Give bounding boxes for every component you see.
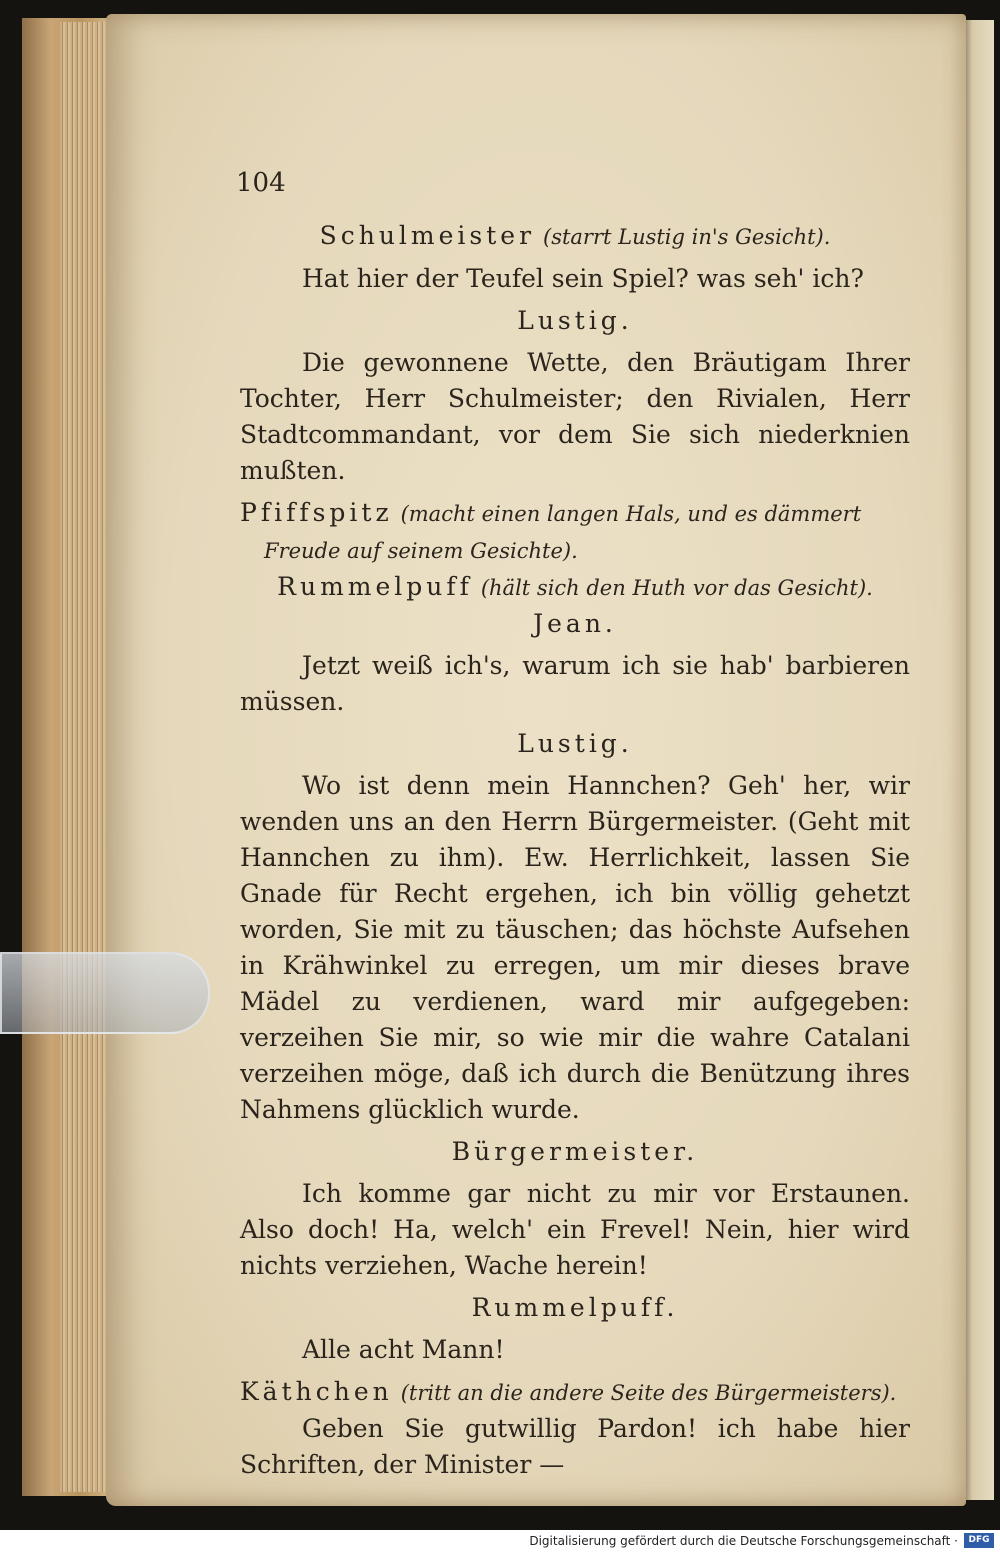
stage-direction-line	[240, 495, 910, 569]
dialogue-line: Die gewonnene Wette, den Bräutigam Ihrer Tochter, Herr Schulmeister; den Rivialen, Herr Stadtcommandant, vor dem Sie sich niederknien mußten.	[240, 348, 910, 485]
speaker-name: Käthchen	[240, 1377, 393, 1406]
stage-direction: (hält sich den Huth vor das Gesicht).	[480, 576, 873, 600]
speaker-heading: Lustig.	[517, 729, 633, 758]
speaker-heading: Jean.	[533, 609, 617, 638]
speaker-name: Schulmeister	[319, 221, 536, 250]
speaker-heading: Lustig.	[517, 306, 633, 335]
footer-bar	[0, 1530, 1000, 1553]
stage-direction: (starrt Lustig in's Gesicht).	[543, 225, 831, 249]
dialogue-line: Wo ist denn mein Hannchen? Geh' her, wir wenden uns an den Herrn Bürgermeister. (Geht mit Hannchen zu ihm). Ew. Herrlichkeit, lassen Sie Gnade für Recht ergehen, ich bin völlig gehetzt worden, Sie mit zu täuschen; das höchste Aufsehen in Krähwinkel zu erregen, um mir dieses brave Mädel zu verdienen, ward mir aufgegeben: verzeihen Sie mir, so wie mir die wahre Catalani verzeihen möge, daß ich durch die Benützung ihres Nahmens glücklich wurde.	[240, 771, 910, 1124]
dialogue-line: Ich komme gar nicht zu mir vor Erstaunen. Also doch! Ha, welch' ein Frevel! Nein, hier wird nichts verziehen, Wache herein!	[240, 1179, 910, 1280]
stage-direction: (tritt an die andere Seite des Bürgermeisters).	[400, 1381, 897, 1405]
stage-direction: (macht einen langen Hals, und es dämmert Freude auf seinem Gesichte).	[264, 502, 862, 563]
speaker-name: Pfiffspitz	[240, 498, 393, 527]
speaker-name: Rummelpuff	[277, 572, 473, 601]
dialogue-line: Alle acht Mann!	[302, 1335, 505, 1364]
speaker-heading: Bürgermeister.	[451, 1137, 699, 1166]
page-holder-clip	[0, 952, 210, 1034]
dialogue-line: Geben Sie gutwillig Pardon! ich habe hier Schriften, der Minister —	[240, 1414, 910, 1479]
dfg-logo-icon: DFG	[964, 1533, 994, 1548]
dialogue-line: Jetzt weiß ich's, warum ich sie hab' barbieren müssen.	[240, 651, 910, 716]
page-number: 104	[236, 168, 286, 198]
page-text	[240, 160, 910, 1483]
stage-direction-line	[240, 1374, 910, 1411]
stage-direction-line	[240, 218, 910, 255]
dialogue-line: Hat hier der Teufel sein Spiel? was seh' ich?	[302, 264, 864, 293]
footer-credit: Digitalisierung gefördert durch die Deutsche Forschungsgemeinschaft ·	[529, 1534, 958, 1548]
stage-direction-line	[240, 569, 910, 606]
speaker-heading: Rummelpuff.	[471, 1293, 679, 1322]
